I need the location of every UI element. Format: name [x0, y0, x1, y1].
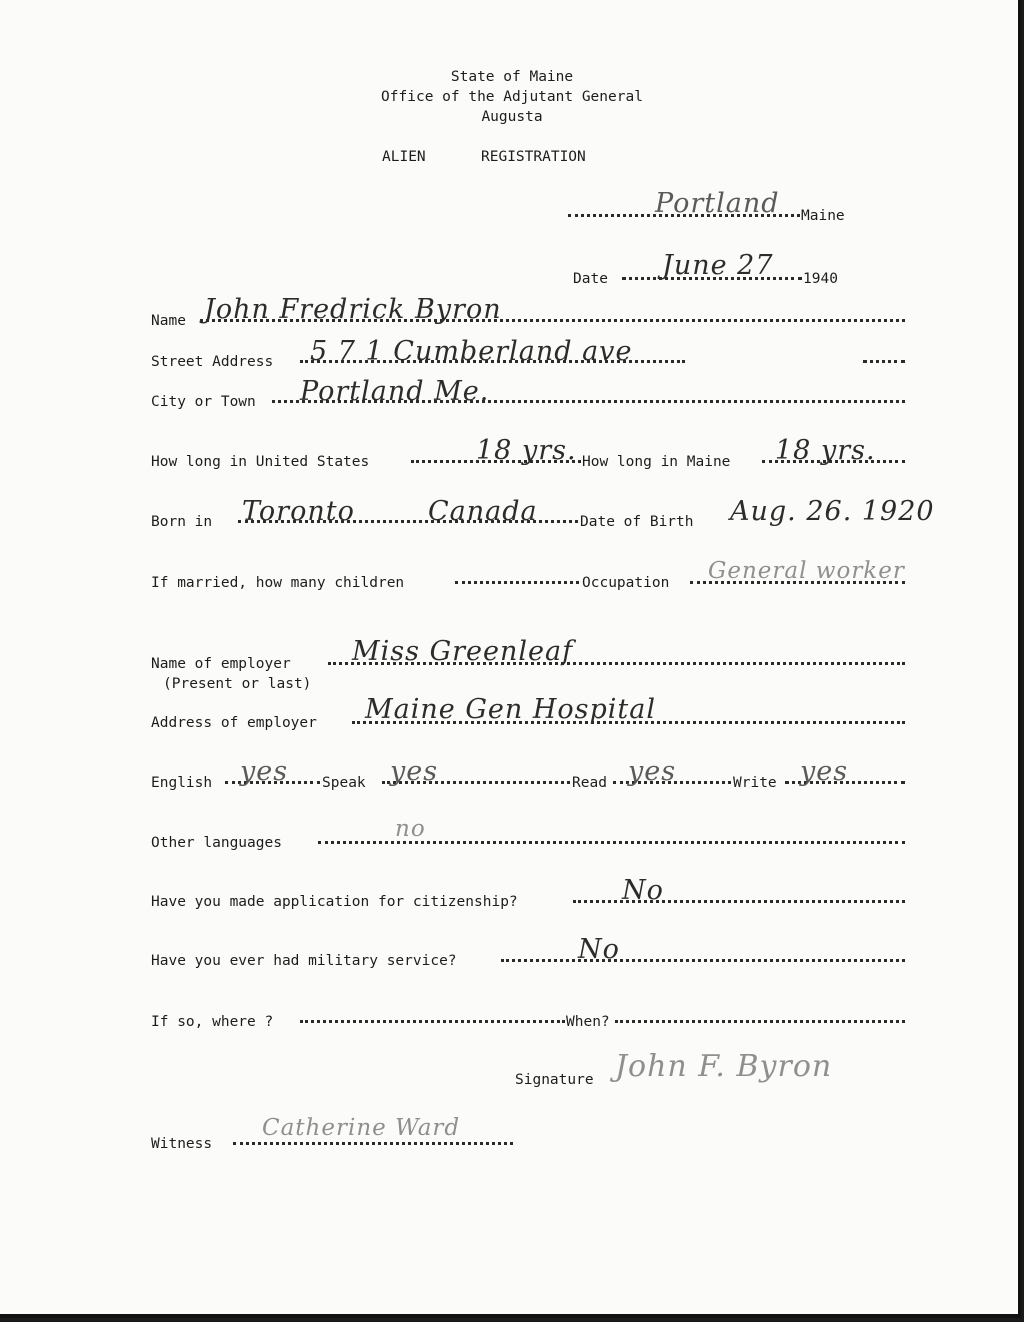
place-value: Portland [655, 188, 780, 219]
when-dots [615, 1020, 905, 1023]
title-registration: REGISTRATION [481, 149, 586, 165]
signature-label: Signature [515, 1072, 594, 1088]
header-office: Office of the Adjutant General [381, 89, 643, 105]
born-in-label: Born in [151, 514, 213, 530]
occupation-value: General worker [708, 558, 905, 584]
header-state: State of Maine [450, 69, 574, 85]
children-dots [455, 581, 579, 584]
place-suffix: Maine [801, 208, 845, 224]
english-value: yes [240, 756, 289, 787]
when-label: When? [566, 1014, 610, 1030]
other-languages-value: no [395, 816, 426, 842]
speak-value: yes [390, 756, 439, 787]
witness-dots [233, 1142, 513, 1145]
read-value: yes [628, 756, 677, 787]
employer-sublabel: (Present or last) [163, 676, 312, 692]
date-value: June 27 [662, 250, 774, 281]
street-label: Street Address [151, 354, 274, 370]
citizenship-label: Have you made application for citizenship? [151, 894, 518, 910]
header-city: Augusta [481, 109, 543, 125]
born-in-city-value: Toronto [242, 496, 355, 527]
name-value: John Fredrick Byron [204, 294, 502, 325]
city-value: Portland Me. [300, 376, 490, 407]
where-dots [300, 1020, 565, 1023]
citizenship-value: No [622, 875, 664, 906]
write-label: Write [733, 775, 777, 791]
children-label: If married, how many children [151, 575, 405, 591]
title-alien: ALIEN [382, 149, 426, 165]
employer-address-label: Address of employer [151, 715, 317, 731]
how-long-maine-label: How long in Maine [582, 454, 731, 470]
street-value: 5 7 1 Cumberland ave [310, 336, 633, 367]
military-value: No [578, 934, 620, 965]
occupation-label: Occupation [582, 575, 670, 591]
military-dots [501, 959, 905, 962]
witness-label: Witness [151, 1136, 213, 1152]
date-year: 1940 [803, 271, 838, 287]
name-label: Name [151, 313, 186, 329]
where-label: If so, where ? [151, 1014, 274, 1030]
date-label: Date [573, 271, 608, 287]
witness-value: Catherine Ward [262, 1115, 461, 1141]
street-dots-end [863, 360, 905, 363]
city-label: City or Town [151, 394, 256, 410]
how-long-us-value: 18 yrs. [476, 435, 577, 466]
other-languages-label: Other languages [151, 835, 282, 851]
how-long-us-label: How long in United States [151, 454, 370, 470]
employer-address-value: Maine Gen Hospital [365, 694, 657, 725]
employer-value: Miss Greenleaf [352, 636, 574, 667]
how-long-maine-value: 18 yrs. [775, 435, 876, 466]
employer-label: Name of employer [151, 656, 291, 672]
read-label: Read [572, 775, 607, 791]
signature-value: John F. Byron [615, 1049, 833, 1084]
speak-label: Speak [322, 775, 366, 791]
dob-value: Aug. 26. 1920 [730, 496, 935, 527]
born-in-country-value: Canada [428, 496, 538, 527]
military-label: Have you ever had military service? [151, 953, 457, 969]
dob-label: Date of Birth [580, 514, 694, 530]
write-value: yes [800, 756, 849, 787]
english-label: English [151, 775, 213, 791]
